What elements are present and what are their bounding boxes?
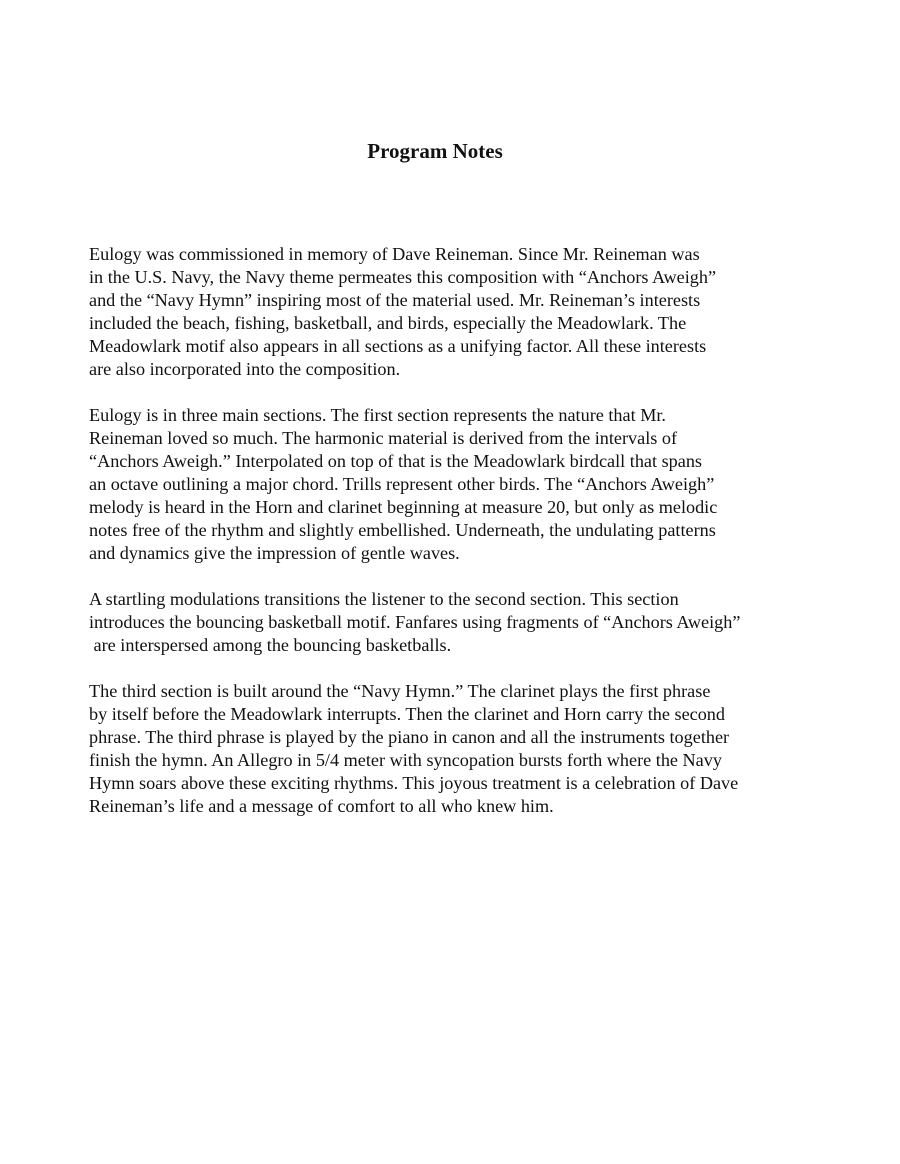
text-line: Eulogy was commissioned in memory of Dave Reineman. Since Mr. Reineman was [89,244,700,264]
text-line: in the U.S. Navy, the Navy theme permeates this composition with “Anchors Aweigh” [89,267,717,287]
text-line: notes free of the rhythm and slightly embellished. Underneath, the undulating patterns [89,520,716,540]
text-line: are also incorporated into the composition. [89,359,401,379]
text-line: finish the hymn. An Allegro in 5/4 meter with syncopation bursts forth where the Navy [89,750,722,770]
paragraph-first-section [89,404,849,565]
text-line: “Anchors Aweigh.” Interpolated on top of that is the Meadowlark birdcall that spans [89,451,703,471]
program-notes-body [89,243,849,841]
text-line: included the beach, fishing, basketball, and birds, especially the Meadowlark. The [89,313,687,333]
text-line: and the “Navy Hymn” inspiring most of the material used. Mr. Reineman’s interests [89,290,701,310]
paragraph-third-section [89,680,849,818]
page-title: Program Notes [367,139,503,163]
text-line: Meadowlark motif also appears in all sections as a unifying factor. All these interests [89,336,707,356]
paragraph-second-section [89,588,849,657]
text-line: Eulogy is in three main sections. The first section represents the nature that Mr. [89,405,666,425]
text-line: and dynamics give the impression of gentle waves. [89,543,460,563]
text-line: A startling modulations transitions the listener to the second section. This section [89,589,679,609]
text-line: phrase. The third phrase is played by the piano in canon and all the instruments together [89,727,730,747]
text-line: Hymn soars above these exciting rhythms. This joyous treatment is a celebration of Dave [89,773,739,793]
text-line: are interspersed among the bouncing basketballs. [89,635,452,655]
text-line: Reineman’s life and a message of comfort to all who knew him. [89,796,554,816]
text-line: by itself before the Meadowlark interrupts. Then the clarinet and Horn carry the second [89,704,725,724]
text-line: introduces the bouncing basketball motif. Fanfares using fragments of “Anchors Aweigh” [89,612,741,632]
paragraph-commission [89,243,849,381]
text-line: an octave outlining a major chord. Trills represent other birds. The “Anchors Aweigh” [89,474,715,494]
text-line: melody is heard in the Horn and clarinet beginning at measure 20, but only as melodic [89,497,718,517]
text-line: Reineman loved so much. The harmonic material is derived from the intervals of [89,428,678,448]
text-line: The third section is built around the “Navy Hymn.” The clarinet plays the first phrase [89,681,711,701]
